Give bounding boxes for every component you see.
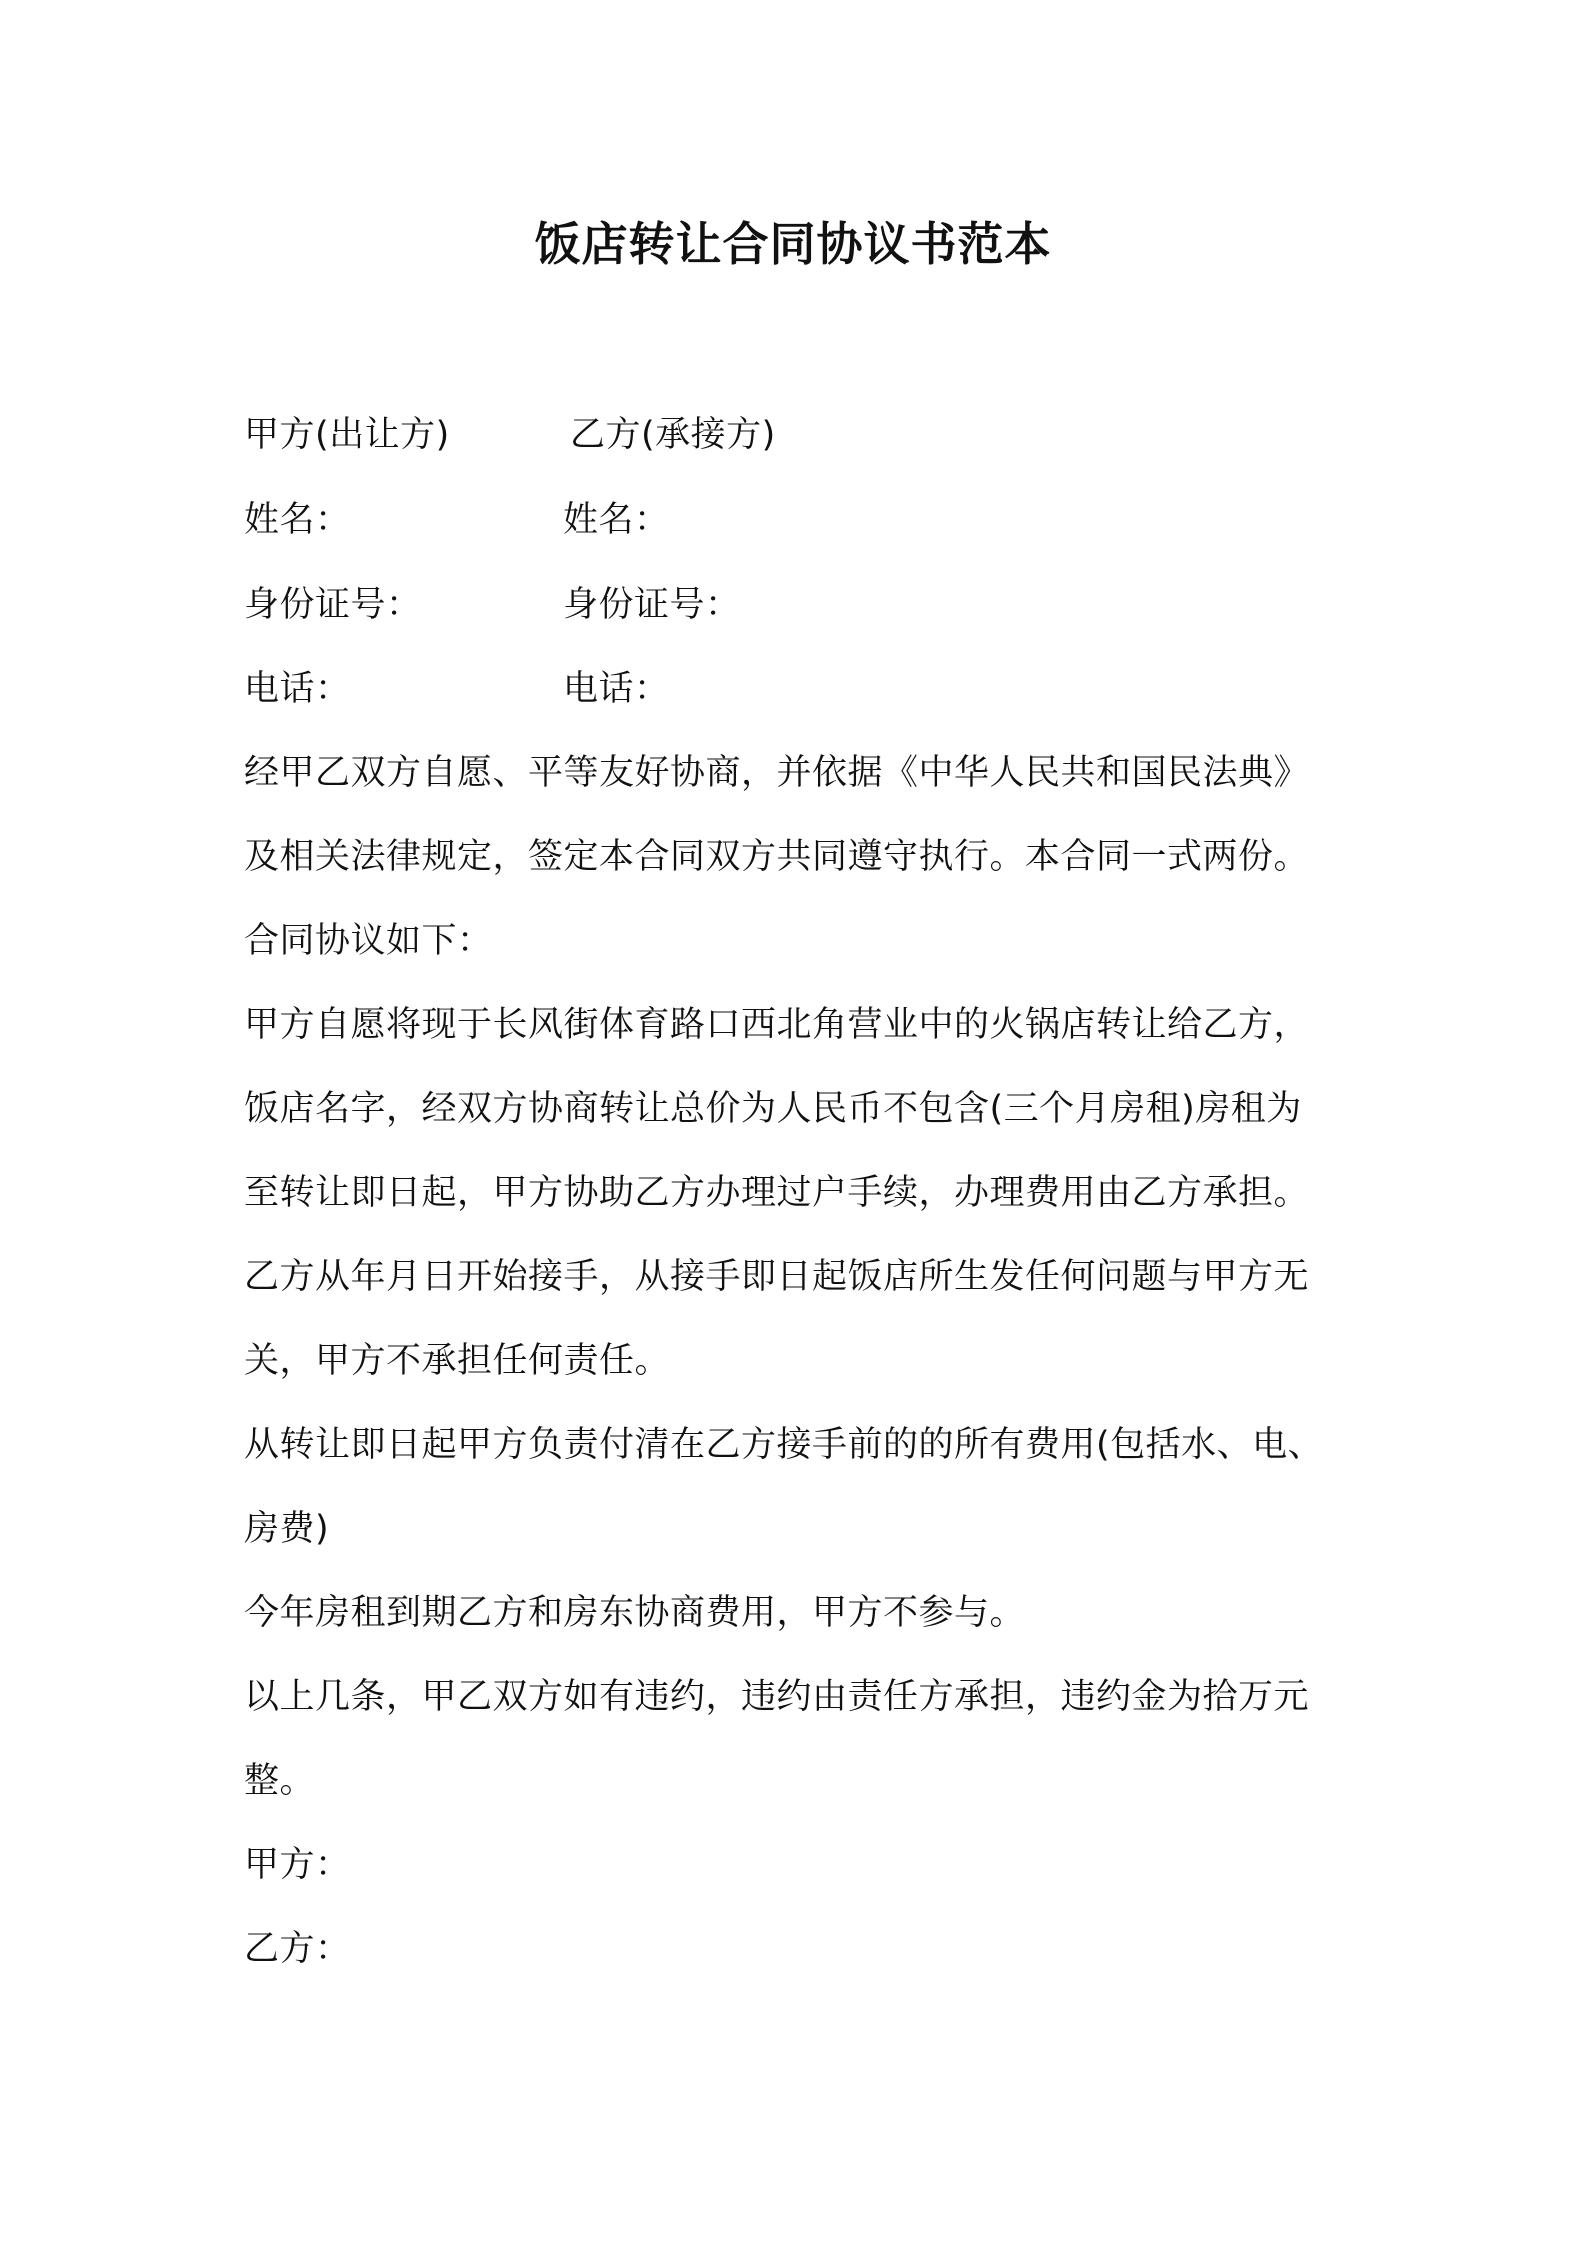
party-a-id-label: 身份证号： <box>244 585 422 625</box>
signature-party-b: 乙方： <box>244 1929 351 1969</box>
body-line: 及相关法律规定，签定本合同双方共同遵守执行。本合同一式两份。 <box>244 837 1310 877</box>
body-line: 今年房租到期乙方和房东协商费用，甲方不参与。 <box>244 1593 1026 1633</box>
party-a-phone-label: 电话： <box>244 669 351 709</box>
body-line: 至转让即日起，甲方协助乙方办理过户手续，办理费用由乙方承担。 <box>244 1173 1310 1213</box>
party-b-phone-label: 电话： <box>563 669 670 709</box>
party-a-name-label: 姓名： <box>244 500 351 540</box>
party-b-name-label: 姓名： <box>563 500 670 540</box>
body-line: 从转让即日起甲方负责付清在乙方接手前的的所有费用(包括水、电、 <box>244 1425 1324 1465</box>
body-line: 整。 <box>244 1761 316 1801</box>
body-line: 以上几条，甲乙双方如有违约，违约由责任方承担，违约金为拾万元 <box>244 1677 1310 1717</box>
party-b-label: 乙方(承接方) <box>570 415 776 455</box>
body-line: 乙方从年月日开始接手，从接手即日起饭店所生发任何问题与甲方无 <box>244 1257 1310 1297</box>
body-line: 经甲乙双方自愿、平等友好协商，并依据《中华人民共和国民法典》 <box>244 753 1310 793</box>
document-title: 饭店转让合同协议书范本 <box>534 217 1052 271</box>
body-line: 合同协议如下： <box>244 921 493 961</box>
body-line: 甲方自愿将现于长风街体育路口西北角营业中的火锅店转让给乙方， <box>244 1005 1310 1045</box>
body-line: 房费) <box>244 1509 330 1549</box>
body-line: 饭店名字，经双方协商转让总价为人民币不包含(三个月房租)房租为 <box>244 1089 1302 1129</box>
signature-party-a: 甲方： <box>244 1845 351 1885</box>
party-b-id-label: 身份证号： <box>563 585 741 625</box>
body-line: 关，甲方不承担任何责任。 <box>244 1341 671 1381</box>
party-a-label: 甲方(出让方) <box>244 415 450 455</box>
